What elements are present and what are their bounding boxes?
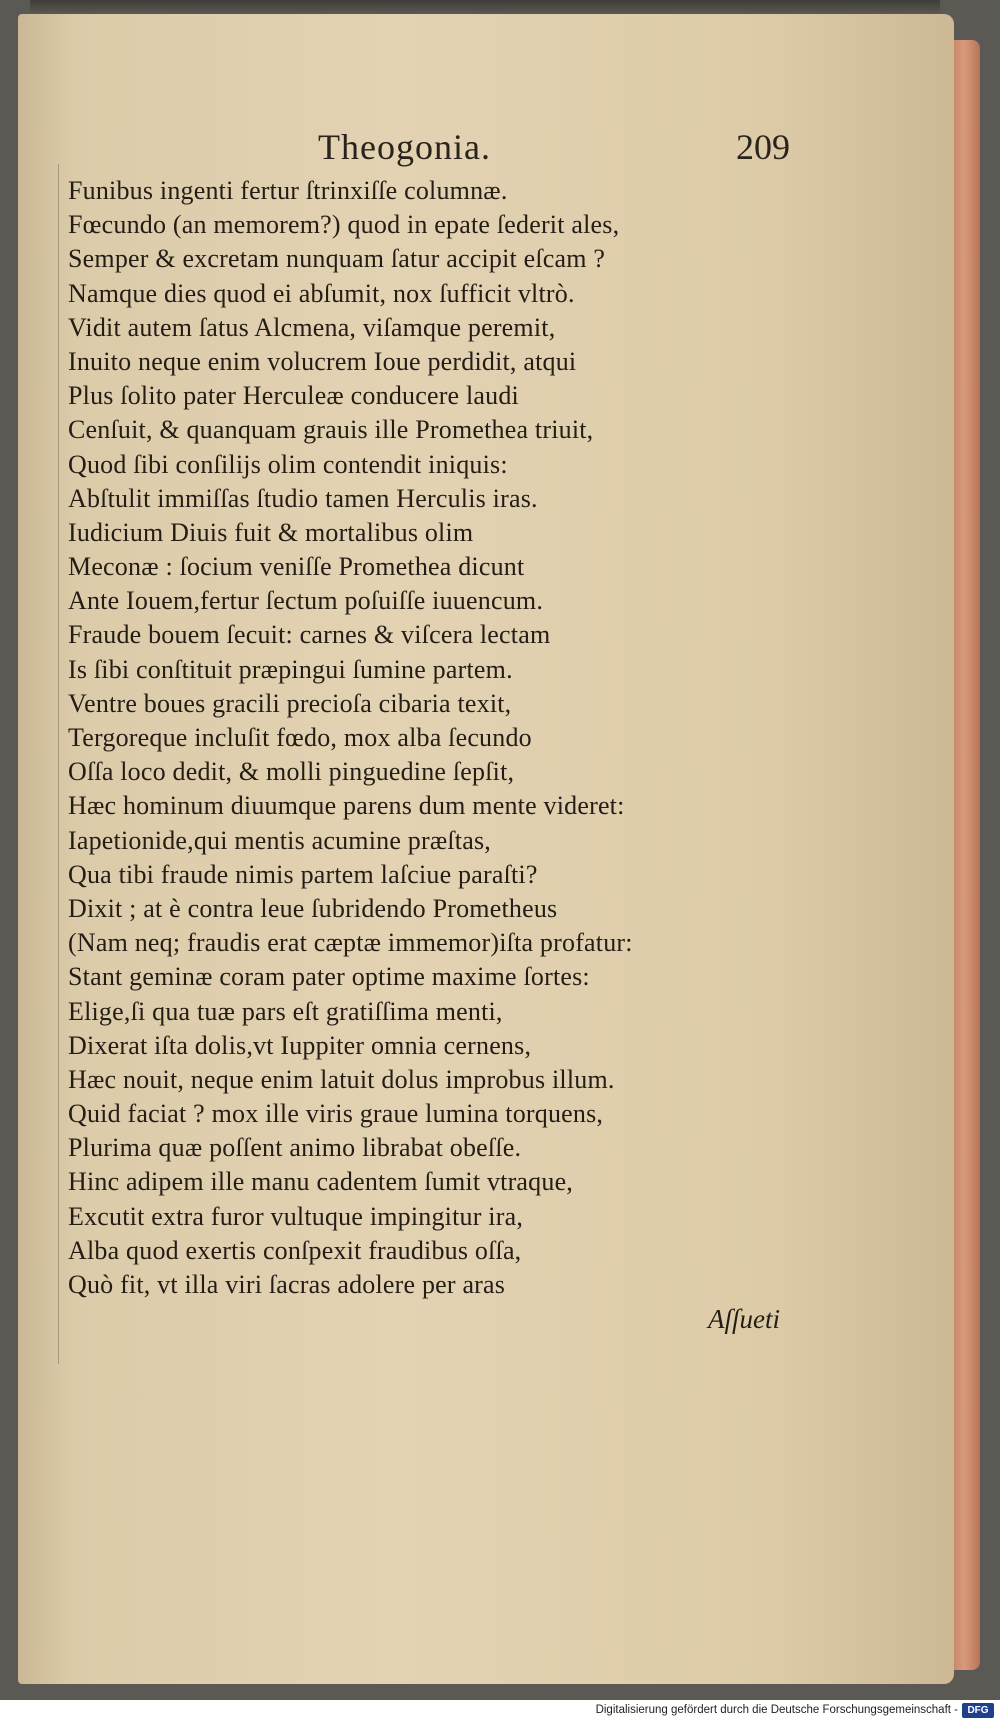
verse-line: Plurima quæ poſſent animo librabat obeſſe. [68, 1133, 522, 1163]
verse-line: Namque dies quod ei abſumit, nox ſufficit vltrò. [68, 278, 575, 308]
verse-line: Quò fit, vt illa viri ſacras adolere per aras [68, 1270, 506, 1299]
verse-line: Dixit ; at è contra leue ſubridendo Prometheus [68, 893, 558, 923]
verse-line: Ventre boues gracili precioſa cibaria texit, [68, 688, 512, 718]
verse-line: Fœcundo (an memorem?) quod in epate ſederit ales, [68, 210, 620, 240]
catchword: Aſſueti [708, 1304, 780, 1334]
verse-line: Plus ſolito pater Herculeæ conducere laudi [68, 381, 519, 411]
verse-line: Abſtulit immiſſas ſtudio tamen Herculis iras. [68, 483, 538, 513]
verse-line: Iapetionide,qui mentis acumine præſtas, [68, 825, 491, 855]
margin-rule [58, 164, 59, 1364]
verse-line: Oſſa loco dedit, & molli pinguedine ſepſit, [68, 757, 515, 787]
verse-line: Stant geminæ coram pater optime maxime ſortes: [68, 962, 590, 992]
verse-line: Hæc nouit, neque enim latuit dolus improbus illum. [68, 1064, 615, 1094]
funding-credit: Digitalisierung gefördert durch die Deutsche Forschungsgemeinschaft - [595, 1704, 958, 1716]
verse-line: Quod ſibi conſilijs olim contendit iniquis: [68, 449, 508, 479]
verse-line: Tergoreque incluſit fœdo, mox alba ſecundo [68, 723, 532, 752]
verse-line: Elige,ſi qua tuæ pars eſt gratiſſima menti, [68, 996, 503, 1026]
book-page [18, 14, 954, 1684]
verse-line: Qua tibi fraude nimis partem laſciue paraſti? [68, 859, 538, 889]
verse-line: Meconæ : ſocium veniſſe Promethea dicunt [68, 552, 525, 582]
verse-line: Hæc hominum diuumque parens dum mente videret: [68, 791, 625, 821]
verse-line: Alba quod exertis conſpexit fraudibus oſſa, [68, 1235, 522, 1265]
verse-line: Ante Iouem,fertur ſectum poſuiſſe iuuencum. [68, 586, 544, 616]
verse-line: Funibus ingenti fertur ſtrinxiſſe columnæ. [68, 176, 508, 205]
verse-line: Dixerat iſta dolis,vt Iuppiter omnia cernens, [68, 1030, 532, 1060]
page-fore-edge [954, 40, 980, 1670]
verse-line: Semper & excretam nunquam ſatur accipit eſcam ? [68, 244, 606, 274]
running-title: Theogonia. [318, 127, 491, 167]
page-number: 209 [736, 127, 790, 167]
verse-line: Hinc adipem ille manu cadentem ſumit vtraque, [68, 1167, 574, 1197]
verse-line: Cenſuit, & quanquam grauis ille Promethea triuit, [68, 415, 594, 445]
verse-line: Vidit autem ſatus Alcmena, viſamque peremit, [68, 312, 556, 342]
verse-line: Fraude bouem ſecuit: carnes & viſcera lectam [68, 620, 551, 650]
verse-line: Excutit extra furor vultuque impingitur ira, [68, 1201, 524, 1231]
footer-bar [0, 1700, 1000, 1725]
verse-block [68, 174, 828, 1302]
verse-line: Is ſibi conſtituit præpingui ſumine partem. [68, 654, 513, 684]
verse-line: Iudicium Diuis fuit & mortalibus olim [68, 517, 474, 547]
verse-line: Quid faciat ? mox ille viris graue lumina torquens, [68, 1099, 604, 1129]
verse-line: (Nam neq; fraudis erat cæptæ immemor)iſta profatur: [68, 928, 633, 958]
verse-line: Inuito neque enim volucrem Ioue perdidit, atqui [68, 346, 577, 376]
dfg-logo-badge: DFG [962, 1703, 994, 1718]
